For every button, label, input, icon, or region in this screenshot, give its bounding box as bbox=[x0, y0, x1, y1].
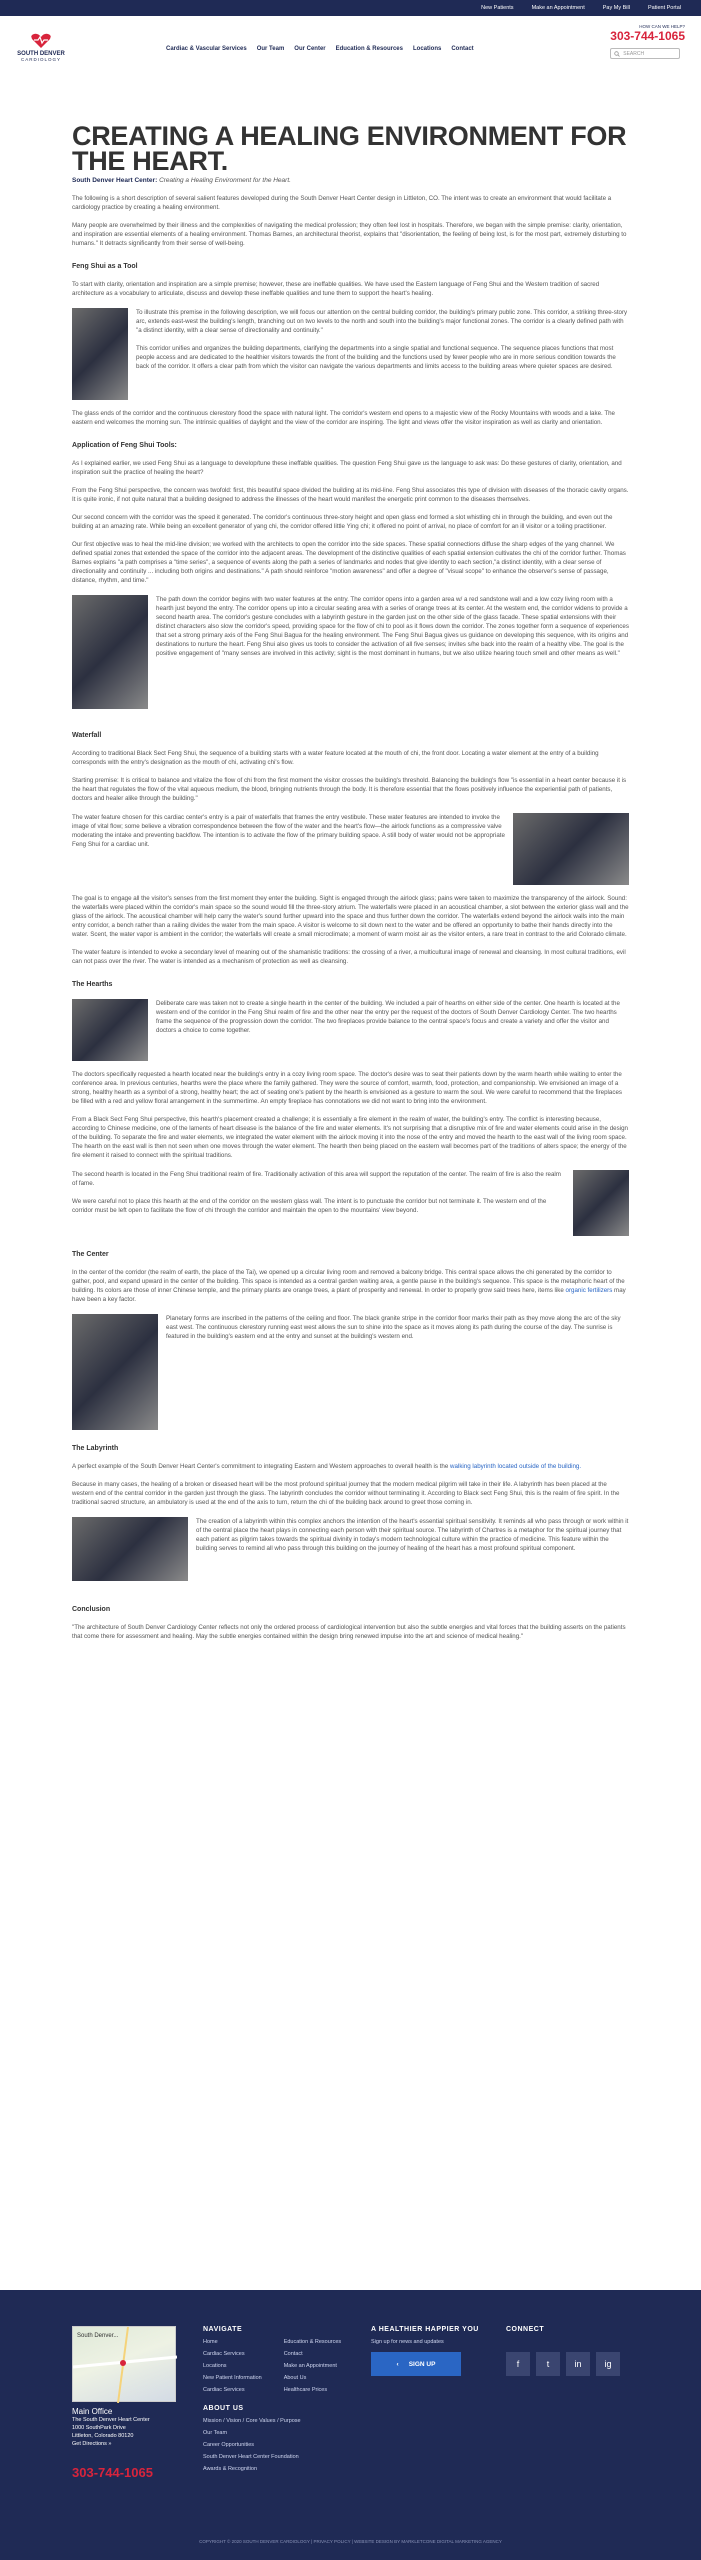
second-hearth-photo bbox=[573, 1170, 629, 1236]
paragraph: The doctors specifically requested a hearth located near the building's entry in a cozy living room space. The doctor's desire was to seat their patients down by the warm hearth while waiting to enter the conference area. In previous centuries, hearths were the place where the family gathered. They were the source of comfort, warmth, food, protection, and companionship. We envisioned an image of a strong, healthy hearth as a symbol of a strong, healthy heart; the act of seating one's patient by the hearth is envisioned as a gesture to warm the soul. We were careful to recommend that the fireplaces be filled with a red and yellow floral arrangement in the summertime. An empty fireplace has connotations we did not want to bring into the environment. bbox=[72, 1071, 622, 1105]
directions-link[interactable]: Get Directions » bbox=[72, 2441, 112, 2447]
facebook-icon[interactable]: f bbox=[506, 2352, 530, 2376]
paragraph: The path down the corridor begins with two water features at the entry. The corridor opens into a garden area w/ a red sandstone wall and a low cozy living room with a hearth just beyond the entry. The corridor opens up into a circular seating area with a series of orange trees at its center. At the western end, the corridor widens to provide a second hearth area. The corridor's gesture concludes with a labyrinth gesture in the garden just on the other side of the glass facade. These spatial extensions with their distinct characters also slow the corridor's speed, providing space for the flow of chi to pool as it flows down the corridor. The zones together form a sequence of experiences that set a strong primary axis of the Feng Shui Bagua for the healing environment. The Feng Shui Bagua gives us guidance on developing this sequence, with its origins and destinations to nurture the heart. Feng Shui also gives us tools to consider the activation of all five senses; invites s/he back into the realm of a healthy vibe. The goal is the positive engagement of "many senses are involved in this activity; sight is the most dominant in humans, but we also utilize hearing touch smell and other means as well." bbox=[156, 596, 629, 657]
paragraph: To illustrate this premise in the following description, we will focus our attention on the central building corridor, the building's primary public zone. This corridor, a striking three-story arc, extends east-west the building's length, branching out on two levels to the north and south into the building's major functional zones. The corridor is a clearly defined path with "a distinct identity, with a clear sense of directionality and continuity." bbox=[136, 309, 628, 334]
nav-item-center[interactable]: Our Center bbox=[294, 46, 326, 52]
section-heading: The Labyrinth bbox=[72, 1445, 119, 1452]
row-text bbox=[72, 813, 505, 885]
section-heading: The Hearths bbox=[72, 981, 113, 988]
nav-col bbox=[284, 2333, 341, 2393]
paragraph: Deliberate care was taken not to create a single hearth in the center of the building. We included a pair of hearths on either side of the center. One hearth is located at the western end of the corridor in the Feng Shui realm of fire and the other near the entry per the request of the doctors of South Denver Cardiology Center. The two hearths frame the sequence of the progression down the corridor. The two fireplaces provide balance to the central space's focus and create a variety and offer the visitor and doctors a choice to come together. bbox=[156, 1000, 620, 1034]
logo-name: SOUTH DENVER bbox=[17, 50, 65, 57]
footer-link[interactable]: Home bbox=[203, 2339, 218, 2345]
footer-link[interactable]: Make an Appointment bbox=[283, 2363, 337, 2369]
heart-logo-icon bbox=[30, 33, 52, 49]
footer-link[interactable]: Our Team bbox=[203, 2430, 228, 2436]
section-heading: Feng Shui as a Tool bbox=[72, 263, 138, 270]
paragraph: Our second concern with the corridor was the speed it generated. The corridor's continuous three-story height and open glass end formed a slot whistling chi in through the building, and even out the building at an amazing rate. While being an excellent generator of yang chi, the corridor offered little Ying chi; it offered no point of arrival, no place of comfort for an ill visitor or a toiling practitioner. bbox=[72, 514, 613, 530]
footer-link[interactable]: About Us bbox=[283, 2375, 307, 2381]
copyright: COPYRIGHT © 2020 SOUTH DENVER CARDIOLOGY | PRIVACY POLICY | WEBSITE DESIGN BY MARKLETCONE DIGITAL MARKETING AGENCY bbox=[199, 2539, 502, 2544]
footer-link[interactable]: Healthcare Prices bbox=[283, 2387, 328, 2393]
map-icon bbox=[73, 2327, 177, 2403]
footer-link[interactable]: South Denver Heart Center Foundation bbox=[203, 2454, 299, 2460]
section-heading: The Center bbox=[72, 1251, 109, 1258]
arrow-left-icon: ‹ bbox=[396, 2360, 399, 2368]
search-icon bbox=[614, 51, 620, 57]
image-text-row bbox=[72, 1517, 629, 1581]
paragraph: "The architecture of South Denver Cardiology Center reflects not only the ordered process of cardiological intervention but also the subtle energies and vital forces that the building asserts on the patients that come there for assessment and healing. May the subtle energies contained within the design bring renewed impulse into the art and science of medical healing." bbox=[72, 1624, 626, 1640]
paragraph bbox=[72, 1268, 629, 1304]
image-text-row bbox=[72, 308, 629, 400]
hearth-photo bbox=[72, 999, 148, 1061]
image-text-row bbox=[72, 1314, 629, 1430]
subtitle-italic: Creating a Healing Environment for the Heart. bbox=[159, 177, 291, 184]
footer-link[interactable]: Locations bbox=[203, 2363, 227, 2369]
image-text-row bbox=[72, 999, 629, 1061]
site-logo[interactable] bbox=[16, 33, 66, 62]
paragraph: The water feature chosen for this cardiac center's entry is a pair of waterfalls that frames the entry vestibule. These water features are intended to invoke the image of vital flow; some believe a vibration correspondence between the flow of the water and the heart's flow—the airlock functions as a compressive valve moderating the intake and preventing backflow. The intention is to activate the flow of the primary building space. A still body of water would not be appropriate Feng Shui for a cardiac unit. bbox=[72, 814, 505, 848]
footer-address bbox=[72, 2408, 150, 2448]
row-text bbox=[72, 1170, 565, 1236]
logo-tagline: CARDIOLOGY bbox=[20, 56, 61, 62]
footer-link[interactable]: Contact bbox=[283, 2351, 303, 2357]
labyrinth-photo bbox=[72, 1517, 188, 1581]
labyrinth-link[interactable]: walking labyrinth located outside of the building. bbox=[450, 1463, 582, 1470]
signup-button[interactable] bbox=[371, 2352, 461, 2376]
center-garden-photo bbox=[72, 1314, 158, 1430]
about-heading: ABOUT US bbox=[203, 2405, 244, 2412]
paragraph: Many people are overwhelmed by their illness and the complexities of navigating the medical profession; they often feel lost in hospitals. Therefore, we began with the simple premise: clarity, orientation, and inspiration are essential elements of a healing environment. Thomas Barnes, an architectural theorist, explains that "disorientation, the feeling of being lost, is for the most part, extremely disturbing to humans." It detracts significantly from their sense of well-being. bbox=[72, 222, 627, 247]
paragraph: The creation of a labyrinth within this complex anchors the intention of the heart's essential spiritual sensitivity. It reminds all who pass through or work within it of the central place the heart plays in connecting each person with their spiritual source. The labyrinth of Chartres is a metaphor for the spiritual journey that each patient as pilgrim takes towards the spiritual divinity in today's modern technological culture within the practice of medicine. This feature within the building serves to remind all who pass through this building on the journey of healing of the heart has a most profound spiritual component. bbox=[196, 1518, 629, 1552]
call-box bbox=[610, 24, 685, 59]
newsletter-subtext: Sign up for news and updates bbox=[371, 2339, 444, 2345]
search-placeholder: SEARCH bbox=[623, 50, 645, 57]
image-text-row bbox=[72, 813, 629, 885]
footer-link[interactable]: Education & Resources bbox=[283, 2339, 342, 2345]
main-nav bbox=[166, 46, 474, 52]
search-input[interactable] bbox=[610, 48, 680, 59]
footer-link[interactable]: Awards & Recognition bbox=[203, 2466, 258, 2472]
navigate-heading: NAVIGATE bbox=[203, 2326, 243, 2333]
footer-phone[interactable]: 303-744-1065 bbox=[72, 2465, 153, 2480]
help-prompt: HOW CAN WE HELP? bbox=[639, 24, 685, 29]
header-phone[interactable]: 303-744-1065 bbox=[610, 29, 685, 43]
paragraph: According to traditional Black Sect Feng Shui, the sequence of a building starts with a water feature located at the mouth of chi, the front door. Locating a water element at the entry of a building corresponds with the entry's designation as the mouth of chi, activating chi's flow. bbox=[72, 750, 599, 766]
paragraph: From a Black Sect Feng Shui perspective, this hearth's placement created a challenge; it is essentially a fire element in the realm of water, the building's entry. The conflict is interesting because, according to Chinese medicine, one of the laments of heart disease is the balance of the fire and water elements. It's not surprising that a disruptive mix of fire and water elements could arise in the design of the building. To separate the fire and water elements, we integrated the water element with the airlock moving it into the nose of the entry and moved the hearth to the east wall of the living room space. The hearth on the east wall is then not seen when one moves through the water element. The hearth then being placed on the eastern wall becomes part of the traditions of alters space; the energy of the fire element it raised to connect with the spiritual traditions. bbox=[72, 1116, 628, 1159]
office-title: Main Office bbox=[72, 2407, 113, 2416]
image-text-row bbox=[72, 595, 629, 709]
newsletter-heading: A HEALTHIER HAPPIER YOU bbox=[371, 2326, 479, 2333]
address-line: 1000 SouthPark Drive bbox=[72, 2425, 126, 2431]
site-footer bbox=[0, 2290, 701, 2560]
nav-item-team[interactable]: Our Team bbox=[256, 46, 285, 52]
appointment-link[interactable]: Make an Appointment bbox=[531, 5, 585, 11]
paragraph: The water feature is intended to evoke a secondary level of meaning out of the shamanistic traditions: the crossing of a river, a multicultural image of renewal and cleansing. In most cultural traditions, evil can not pass over the river. The water is intended as a mechanism of protection as well as cleansing. bbox=[72, 949, 626, 965]
paragraph: Because in many cases, the healing of a broken or diseased heart will be the most profound spiritual journey that the modern medical pilgrim will take in their life. A labyrinth has been placed at the western end of the central corridor in the garden just through the glass. The labyrinth concludes the corridor without terminating it. According to Black sect Feng Shui, this is the realm of fire spirit. In the traditional sacred structure, an ambulatory is used at the end of the axis to turn, return the chi of the building back around to greet those coming in. bbox=[72, 1481, 620, 1506]
footer-link[interactable]: Cardiac Services bbox=[203, 2387, 245, 2393]
paragraph: Our first objective was to heal the mid-line division; we worked with the architects to open the corridor into the side spaces. These spatial connections diffuse the sharp edges of the yang channel. We defined spatial zones that extended the space of the corridor into the adjacent areas. The development of the distinctive qualities of each spatial extension cultivates the chi of the corridor further. Thomas Barnes explains "a path comprises a "time series", a sequence of events along the path a series of landmarks and nodes that give identity to each section,"a distinct identity, with a clear sense of directionality and continuity ... including both origins and destinations." A path should reinforce "motion awareness" and offer a degree of "visual scope" to enhance the observer's sense of passage, distance, rhythm, and time." bbox=[72, 541, 626, 584]
paragraph: We were careful not to place this hearth at the end of the corridor on the western glass wall. The intent is to punctuate the corridor but not terminate it. The western end of the corridor must be left open to facilitate the flow of chi through the corridor and maintain the open to the mountains' view beyond. bbox=[72, 1198, 547, 1214]
row-text bbox=[136, 308, 629, 400]
social-links bbox=[506, 2352, 620, 2376]
paragraph bbox=[72, 1462, 629, 1471]
pay-bill-link[interactable]: Pay My Bill bbox=[602, 5, 630, 11]
section-heading: Conclusion bbox=[72, 1606, 111, 1613]
paragraph: The goal is to engage all the visitor's senses from the first moment they enter the building. Sight is engaged through the airlock glass; pains were taken to maximize the transparency of the airlock. Sound: the waterfalls were placed within the corridor's main space so the sound would fill the three-story atrium. The waterfalls were placed in an acoustical chamber, a slot between the exterior glass wall and the glass of the airlock. The acoustical chamber will help carry the water's sound further upward into the space and thus further down the corridor. The waterfalls extend beyond the airlock walls into the main entry corridor, a bench rather than a railing divides the water from the main space. A visitor is welcome to sit down next to the water and be offered an opportunity to bathe their hands directly into the water. Scent, the water vapor is ambient in the corridor; the waterfalls will create a small microclimate; a moment of warm moist air as the visitor enters, a rare treat in contrast to the arid Colorado climate. bbox=[72, 895, 629, 938]
row-text bbox=[156, 595, 629, 709]
footer-link[interactable]: New Patient Information bbox=[203, 2375, 262, 2381]
nav-item-locations[interactable]: Locations bbox=[412, 46, 442, 52]
paragraph: The following is a short description of several salient features developed during the South Denver Heart Center design in Littleton, CO. The intent was to create an environment that would facilitate a cardiology practice by creating a healing environment. bbox=[72, 195, 612, 211]
article bbox=[0, 121, 701, 1641]
page-title: CREATING A HEALING ENVIRONMENT FOR THE HEART. bbox=[72, 121, 627, 176]
row-text bbox=[156, 999, 629, 1061]
paragraph-text: In the center of the corridor (the realm of earth, the place of the Tai), we opened up a circular living room and removed a balcony bridge. This central space allows the chi generated by the corridor to gather, pool, and expand upward in the center of the building. This space is intended as a central garden waiting area, a gentle pause in the building's sequence. This space is the metaphoric heart of the building. Its colors are those of inner Chinese temple, and the primary plants are orange trees, a plant of prosperity and renewal. In order to properly grow said trees here, items like bbox=[72, 1269, 625, 1294]
nav-col bbox=[203, 2333, 262, 2393]
newsletter-column bbox=[371, 2326, 479, 2345]
paragraph: The glass ends of the corridor and the continuous clerestory flood the space with natural light. The corridor's western end opens to a majestic view of the Rocky Mountains with woods and a lake. The eastern end welcomes the morning sun. The intrinsic qualities of daylight and the view of the corridor are inspiring. The light and views offer the visitor inspiration as well as clarity and orientation. bbox=[72, 410, 615, 426]
footer-link[interactable]: Mission / Vision / Core Values / Purpose bbox=[203, 2418, 301, 2424]
nav-item-contact[interactable]: Contact bbox=[451, 46, 474, 52]
subtitle-bold: South Denver Heart Center: bbox=[72, 177, 158, 184]
site-header bbox=[0, 16, 701, 78]
map-label: South Denver... bbox=[77, 2333, 119, 2339]
waterfall-photo bbox=[513, 813, 629, 885]
signup-label: SIGN UP bbox=[408, 2360, 436, 2368]
paragraph: The second hearth is located in the Feng Shui traditional realm of fire. Traditionally activation of this area will support the reputation of the center. The realm of fire is also the realm of fame. bbox=[72, 1171, 561, 1187]
image-text-row bbox=[72, 1170, 629, 1236]
paragraph-text: may have been a key factor. bbox=[72, 1287, 626, 1303]
location-map[interactable] bbox=[72, 2326, 176, 2402]
paragraph: To start with clarity, orientation and inspiration are a simple premise; however, these are ineffable qualities. We have used the Eastern language of Feng Shui and the Western tradition of sacred architecture as a vocabulary to articulate, discuss and develop these ineffable qualities and tune them to support the heart's healing. bbox=[72, 281, 600, 297]
paragraph: This corridor unifies and organizes the building departments, clarifying the departments into a single spatial and functional sequence. The sequence places functions that most people access and are dedicated to the healthier visitors towards the front of the building and the functions used by fewer people who are in more serious condition towards the back of the corridor. It offers a clear path from which the visitor can navigate the various departments and limits access to the building areas where quieter spaces are desired. bbox=[136, 345, 616, 370]
instagram-icon[interactable]: ig bbox=[596, 2352, 620, 2376]
nav-item-education[interactable]: Education & Resources bbox=[335, 46, 403, 52]
corridor-photo bbox=[72, 308, 128, 400]
address-line: Littleton, Colorado 80120 bbox=[72, 2433, 134, 2439]
new-patients-link[interactable]: New Patients bbox=[481, 5, 514, 11]
row-text bbox=[166, 1314, 629, 1430]
paragraph: Planetary forms are inscribed in the patterns of the ceiling and floor. The black granite stripe in the corridor floor marks their path as they move along the arc of the sky east west. The continuous clerestory running east west allows the sun to shine into the space as it moves along its path during the course of the day. The sunrise is featured in the building's eastern end at the entry and sunset at the building's western end. bbox=[166, 1315, 621, 1340]
paragraph: From the Feng Shui perspective, the concern was twofold: first, this beautiful space divided the building at its mid-line. Feng Shui associates this type of division with diseases of the thoracic cavity organs. It is quite ironic, if not quite natural that a building designed to address the illnesses of the heart would manifest the energetic print common to the diseases themselves. bbox=[72, 487, 629, 503]
patient-portal-link[interactable]: Patient Portal bbox=[647, 5, 681, 11]
top-utility-bar bbox=[0, 0, 701, 16]
footer-link[interactable]: Cardiac Services bbox=[203, 2351, 245, 2357]
navigate-column bbox=[203, 2326, 341, 2472]
paragraph-text: A perfect example of the South Denver Heart Center's commitment to integrating Eastern and Western approaches to overall health is the bbox=[72, 1463, 451, 1470]
paragraph: Starting premise: It is critical to balance and vitalize the flow of chi from the first moment the visitor crosses the building's threshold. Balancing the building's flow "is essential in a heart center because it is the heart that regulates the flow of the vital aqueous medium, the blood, bringing nutrients through the body. It is therefore essential that the flows positively influence the experiential path of patients, doctors and healer alike through the building." bbox=[72, 777, 627, 802]
connect-heading: CONNECT bbox=[506, 2326, 545, 2333]
footer-link[interactable]: Career Opportunities bbox=[203, 2442, 255, 2448]
paragraph: As I explained earlier, we used Feng Shui as a language to develop/tune these ineffable qualities. The question Feng Shui gave us the language to ask was: Do these gestures of clarity, orientation, and inspiration suit the practice of healing the heart? bbox=[72, 460, 622, 476]
address-line: The South Denver Heart Center bbox=[72, 2417, 150, 2423]
twitter-icon[interactable]: t bbox=[536, 2352, 560, 2376]
section-heading: Waterfall bbox=[72, 732, 102, 739]
section-heading: Application of Feng Shui Tools: bbox=[72, 442, 177, 449]
row-text bbox=[196, 1517, 629, 1581]
page-subtitle bbox=[72, 176, 629, 185]
corridor-interior-photo bbox=[72, 595, 148, 709]
connect-column bbox=[506, 2326, 544, 2333]
linkedin-icon[interactable]: in bbox=[566, 2352, 590, 2376]
nav-item-services[interactable]: Cardiac & Vascular Services bbox=[166, 46, 247, 52]
organic-fertilizers-link[interactable]: organic fertilizers bbox=[565, 1287, 613, 1294]
